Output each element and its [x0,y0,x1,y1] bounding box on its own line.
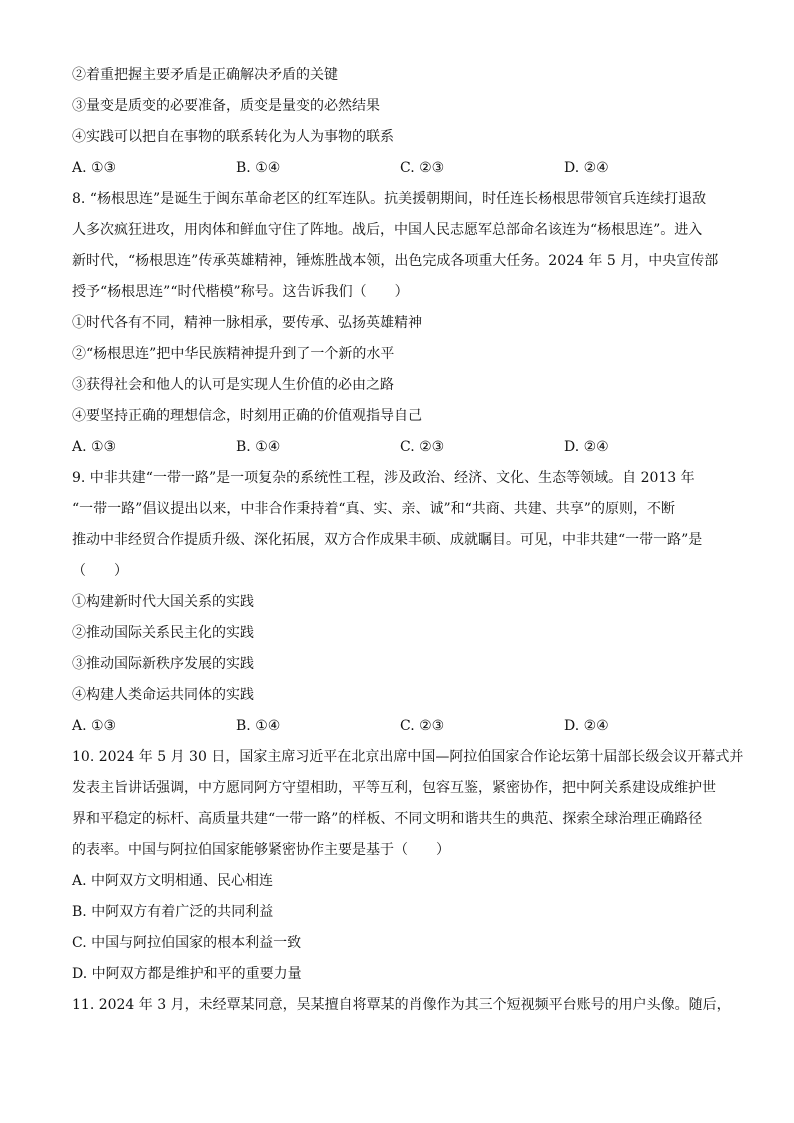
statement: ③量变是质变的必要准备，质变是量变的必然结果 [72,98,380,114]
answer-options [72,156,722,187]
choice-c: C. 中国与阿拉伯国家的根本利益一致 [72,935,302,951]
question-stem-line: 的表率。中国与阿拉伯国家能够紧密协作主要是基于（ ） [72,842,450,858]
option-d: D. ②④ [564,160,609,176]
question-9 [72,466,722,745]
question-stem-line: 授予“杨根思连”“时代楷模”称号。这告诉我们（ ） [72,284,409,300]
option-b: B. ①④ [236,160,281,176]
question-11 [72,993,731,1024]
option-a: A. ①③ [72,160,117,176]
option-c: C. ②③ [400,439,445,455]
statement: ①时代各有不同，精神一脉相承，要传承、弘扬英雄精神 [72,315,422,331]
question-stem-line: 新时代，“杨根思连”传承英雄精神，锤炼胜战本领，出色完成各项重大任务。2024 年 5 月，中央宣传部 [72,253,719,269]
question-stem-line: （ ） [72,563,128,579]
option-b: B. ①④ [236,439,281,455]
question-10 [72,745,744,993]
question-7 [72,63,722,187]
question-stem-line: 8. “杨根思连”是诞生于闽东革命老区的红军连队。抗美援朝期间，时任连长杨根思带领官兵连续打退敌 [72,191,707,207]
choice-a: A. 中阿双方文明相通、民心相连 [72,873,274,889]
question-stem-line: 11. 2024 年 3 月，未经覃某同意，吴某擅自将覃某的肖像作为其三个短视频平台账号的用户头像。随后， [72,997,731,1013]
question-stem-line: 9. 中非共建“一带一路”是一项复杂的系统性工程，涉及政治、经济、文化、生态等领域。自 2013 年 [72,470,695,486]
statement: ③获得社会和他人的认可是实现人生价值的必由之路 [72,377,394,393]
exam-page [72,63,744,1024]
question-stem-line: 界和平稳定的标杆、高质量共建“一带一路”的样板、不同文明和谐共生的典范、探索全球治理正确路径 [72,811,703,827]
option-d: D. ②④ [564,718,609,734]
question-stem-line: 10. 2024 年 5 月 30 日，国家主席习近平在北京出席中国—阿拉伯国家合作论坛第十届部长级会议开幕式并 [72,749,744,765]
statement: ②“杨根思连”把中华民族精神提升到了一个新的水平 [72,346,395,362]
option-c: C. ②③ [400,718,445,734]
question-8 [72,187,722,466]
option-c: C. ②③ [400,160,445,176]
option-a: A. ①③ [72,718,117,734]
question-stem-line: 人多次疯狂进攻，用肉体和鲜血守住了阵地。战后，中国人民志愿军总部命名该连为“杨根思连”。进入 [72,222,703,238]
question-stem-line: “一带一路”倡议提出以来，中非合作秉持着“真、实、亲、诚”和“共商、共建、共享”的原则，不断 [72,501,675,517]
statement: ①构建新时代大国关系的实践 [72,594,254,610]
statement: ③推动国际新秩序发展的实践 [72,656,254,672]
option-a: A. ①③ [72,439,117,455]
choice-d: D. 中阿双方都是维护和平的重要力量 [72,966,302,982]
question-stem-line: 推动中非经贸合作提质升级、深化拓展，双方合作成果丰硕、成就瞩目。可见，中非共建“一带一路”是 [72,532,703,548]
answer-options [72,714,722,745]
statement: ④构建人类命运共同体的实践 [72,687,254,703]
option-d: D. ②④ [564,439,609,455]
statement: ②着重把握主要矛盾是正确解决矛盾的关键 [72,67,338,83]
statement: ④实践可以把自在事物的联系转化为人为事物的联系 [72,129,394,145]
statement: ②推动国际关系民主化的实践 [72,625,254,641]
choice-b: B. 中阿双方有着广泛的共同利益 [72,904,274,920]
statement: ④要坚持正确的理想信念，时刻用正确的价值观指导自己 [72,408,422,424]
question-stem-line: 发表主旨讲话强调，中方愿同阿方守望相助，平等互利，包容互鉴，紧密协作，把中阿关系建设成维护世 [72,780,716,796]
answer-options [72,435,722,466]
option-b: B. ①④ [236,718,281,734]
